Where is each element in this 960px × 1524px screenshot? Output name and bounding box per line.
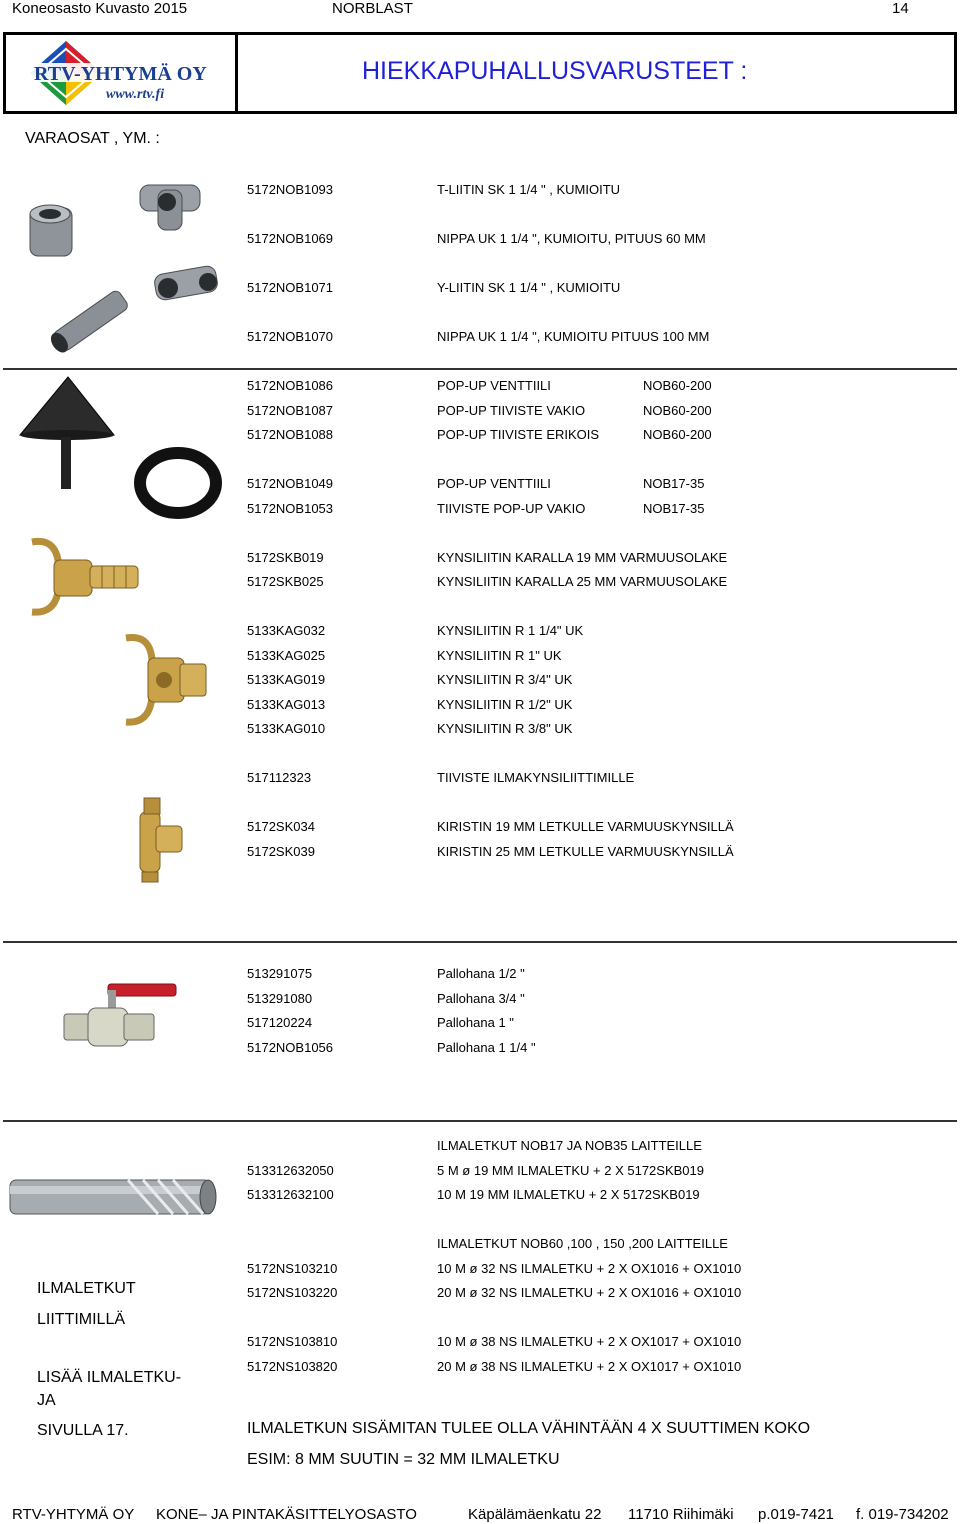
code-5172NOB1056: 5172NOB1056 <box>247 1040 334 1055</box>
footer-street: Käpälämäenkatu 22 <box>468 1506 602 1523</box>
rtv-logo-icon <box>6 35 238 111</box>
desc-5172SK034: KIRISTIN 19 MM LETKULLE VARMUUSKYNSILLÄ <box>437 819 734 834</box>
ball-valve-icon <box>64 984 176 1046</box>
desc-513312632050: 5 M ø 19 MM ILMALETKU + 2 X 5172SKB019 <box>437 1163 704 1178</box>
code-517120224: 517120224 <box>247 1015 313 1030</box>
note-5172NOB1088: NOB60-200 <box>643 427 712 442</box>
section-divider <box>3 941 957 943</box>
side-note-line3: LISÄÄ ILMALETKU- <box>37 1369 182 1386</box>
code-513291080: 513291080 <box>247 991 313 1006</box>
desc-5133KAG019: KYNSILIITIN R 3/4" UK <box>437 672 573 687</box>
code-5172NS103810: 5172NS103810 <box>247 1334 338 1349</box>
note-5172NOB1086: NOB60-200 <box>643 378 712 393</box>
t-fitting-icon <box>140 185 200 230</box>
side-note-line1: ILMALETKUT <box>37 1280 136 1297</box>
footer-city: 11710 Riihimäki <box>628 1506 734 1523</box>
desc-5172NS103820: 20 M ø 38 NS ILMALETKU + 2 X OX1017 + OX1010 <box>437 1359 742 1374</box>
code-5172NOB1070: 5172NOB1070 <box>247 329 334 344</box>
desc-5172NOB1049: POP-UP VENTTIILI <box>437 476 551 491</box>
hose60-heading: ILMALETKUT NOB60 ,100 , 150 ,200 LAITTEILLE <box>437 1236 728 1251</box>
claw-coupling-thread-icon <box>126 637 206 722</box>
logo-brand: RTV-YHTYMÄ OY <box>34 63 207 85</box>
hose17-heading: ILMALETKUT NOB17 JA NOB35 LAITTEILLE <box>437 1138 702 1153</box>
claw-coupling-hose-image <box>24 538 154 618</box>
desc-5172NS103220: 20 M ø 32 NS ILMALETKU + 2 X OX1016 + OX1010 <box>437 1285 742 1300</box>
code-5172NOB1053: 5172NOB1053 <box>247 501 334 516</box>
desc-5172SKB025: KYNSILIITIN KARALLA 25 MM VARMUUSOLAKE <box>437 574 728 589</box>
code-5172NOB1069: 5172NOB1069 <box>247 231 334 246</box>
desc-5133KAG025: KYNSILIITIN R 1" UK <box>437 648 562 663</box>
subtitle: VARAOSAT , YM. : <box>25 130 160 147</box>
pipe-fittings-image <box>20 170 230 360</box>
desc-5133KAG032: KYNSILIITIN R 1 1/4" UK <box>437 623 584 638</box>
code-5172NOB1049: 5172NOB1049 <box>247 476 334 491</box>
hose-clamp-icon <box>140 798 182 882</box>
note-5172NOB1049: NOB17-35 <box>643 476 705 491</box>
desc-5172NOB1070: NIPPA UK 1 1/4 ", KUMIOITU PITUUS 100 MM <box>437 329 710 344</box>
air-hose-icon <box>10 1180 216 1214</box>
claw-coupling-hose-icon <box>32 541 138 612</box>
desc-5172NOB1087: POP-UP TIIVISTE VAKIO <box>437 403 586 418</box>
hose-clamp-image <box>136 796 196 881</box>
desc-513291075: Pallohana 1/2 " <box>437 966 525 981</box>
code-5172NOB1088: 5172NOB1088 <box>247 427 334 442</box>
desc-5172NOB1071: Y-LIITIN SK 1 1/4 " , KUMIOITU <box>437 280 621 295</box>
code-5172SKB019: 5172SKB019 <box>247 550 324 565</box>
note-5172NOB1053: NOB17-35 <box>643 501 705 516</box>
desc-5172SK039: KIRISTIN 25 MM LETKULLE VARMUUSKYNSILLÄ <box>437 844 734 859</box>
code-5172NS103220: 5172NS103220 <box>247 1285 338 1300</box>
code-5172NS103820: 5172NS103820 <box>247 1359 338 1374</box>
hose-size-rule: ILMALETKUN SISÄMITAN TULEE OLLA VÄHINTÄÄN 4 X SUUTTIMEN KOKO <box>247 1420 811 1437</box>
code-5172SK039: 5172SK039 <box>247 844 315 859</box>
desc-5172NS103210: 10 M ø 32 NS ILMALETKU + 2 X OX1016 + OX1010 <box>437 1261 742 1276</box>
code-5133KAG032: 5133KAG032 <box>247 623 326 638</box>
ball-valve-image <box>62 980 192 1050</box>
code-5172NOB1087: 5172NOB1087 <box>247 403 334 418</box>
desc-517120224: Pallohana 1 " <box>437 1015 514 1030</box>
code-5172NOB1093: 5172NOB1093 <box>247 182 334 197</box>
popup-valve-image <box>18 375 228 525</box>
desc-5133KAG010: KYNSILIITIN R 3/8" UK <box>437 721 573 736</box>
desc-5172NOB1056: Pallohana 1 1/4 " <box>437 1040 536 1055</box>
page-title: HIEKKAPUHALLUSVARUSTEET : <box>362 57 748 85</box>
side-note-line4: JA <box>37 1392 56 1409</box>
hose-size-example: ESIM: 8 MM SUUTIN = 32 MM ILMALETKU <box>247 1451 560 1468</box>
side-note-line2: LIITTIMILLÄ <box>37 1311 126 1328</box>
desc-5172NOB1093: T-LIITIN SK 1 1/4 " , KUMIOITU <box>437 182 621 197</box>
logo <box>6 35 238 111</box>
header-center: NORBLAST <box>332 0 413 17</box>
header-left: Koneosasto Kuvasto 2015 <box>12 0 188 17</box>
code-517112323: 517112323 <box>247 770 312 785</box>
note-5172NOB1087: NOB60-200 <box>643 403 712 418</box>
desc-5133KAG013: KYNSILIITIN R 1/2" UK <box>437 697 573 712</box>
desc-513312632100: 10 M 19 MM ILMALETKU + 2 X 5172SKB019 <box>437 1187 700 1202</box>
desc-5172NOB1086: POP-UP VENTTIILI <box>437 378 551 393</box>
desc-513291080: Pallohana 3/4 " <box>437 991 525 1006</box>
nipple-short-icon <box>30 205 72 256</box>
code-5172SKB025: 5172SKB025 <box>247 574 324 589</box>
side-note-line5: SIVULLA 17. <box>37 1422 129 1439</box>
desc-5172NS103810: 10 M ø 38 NS ILMALETKU + 2 X OX1017 + OX1010 <box>437 1334 742 1349</box>
claw-coupling-thread-image <box>116 634 216 729</box>
section-divider <box>3 368 957 370</box>
code-5172NOB1071: 5172NOB1071 <box>247 280 334 295</box>
y-fitting-icon <box>153 265 219 301</box>
air-hose-image <box>8 1172 218 1222</box>
desc-517112323: TIIVISTE ILMAKYNSILIITTIMILLE <box>437 770 635 785</box>
desc-5172NOB1053: TIIVISTE POP-UP VAKIO <box>437 501 586 516</box>
code-5133KAG019: 5133KAG019 <box>247 672 326 687</box>
desc-5172SKB019: KYNSILIITIN KARALLA 19 MM VARMUUSOLAKE <box>437 550 728 565</box>
o-ring-icon <box>140 453 216 513</box>
footer-company: RTV-YHTYMÄ OY <box>12 1506 135 1523</box>
nipple-long-icon <box>47 289 129 356</box>
page-number: 14 <box>892 0 909 17</box>
desc-5172NOB1088: POP-UP TIIVISTE ERIKOIS <box>437 427 600 442</box>
code-5133KAG025: 5133KAG025 <box>247 648 326 663</box>
code-5133KAG010: 5133KAG010 <box>247 721 326 736</box>
code-513291075: 513291075 <box>247 966 313 981</box>
code-5172SK034: 5172SK034 <box>247 819 315 834</box>
footer-department: KONE– JA PINTAKÄSITTELYOSASTO <box>156 1506 417 1523</box>
code-5172NOB1086: 5172NOB1086 <box>247 378 334 393</box>
logo-url: www.rtv.fi <box>106 87 165 102</box>
desc-5172NOB1069: NIPPA UK 1 1/4 ", KUMIOITU, PITUUS 60 MM <box>437 231 706 246</box>
code-5172NS103210: 5172NS103210 <box>247 1261 338 1276</box>
code-513312632100: 513312632100 <box>247 1187 334 1202</box>
code-513312632050: 513312632050 <box>247 1163 334 1178</box>
section-divider <box>3 1120 957 1122</box>
code-5133KAG013: 5133KAG013 <box>247 697 326 712</box>
popup-valve-icon <box>20 377 114 489</box>
footer-fax: f. 019-734202 <box>856 1506 949 1523</box>
title-box <box>3 32 957 114</box>
footer-phone: p.019-7421 <box>758 1506 834 1523</box>
